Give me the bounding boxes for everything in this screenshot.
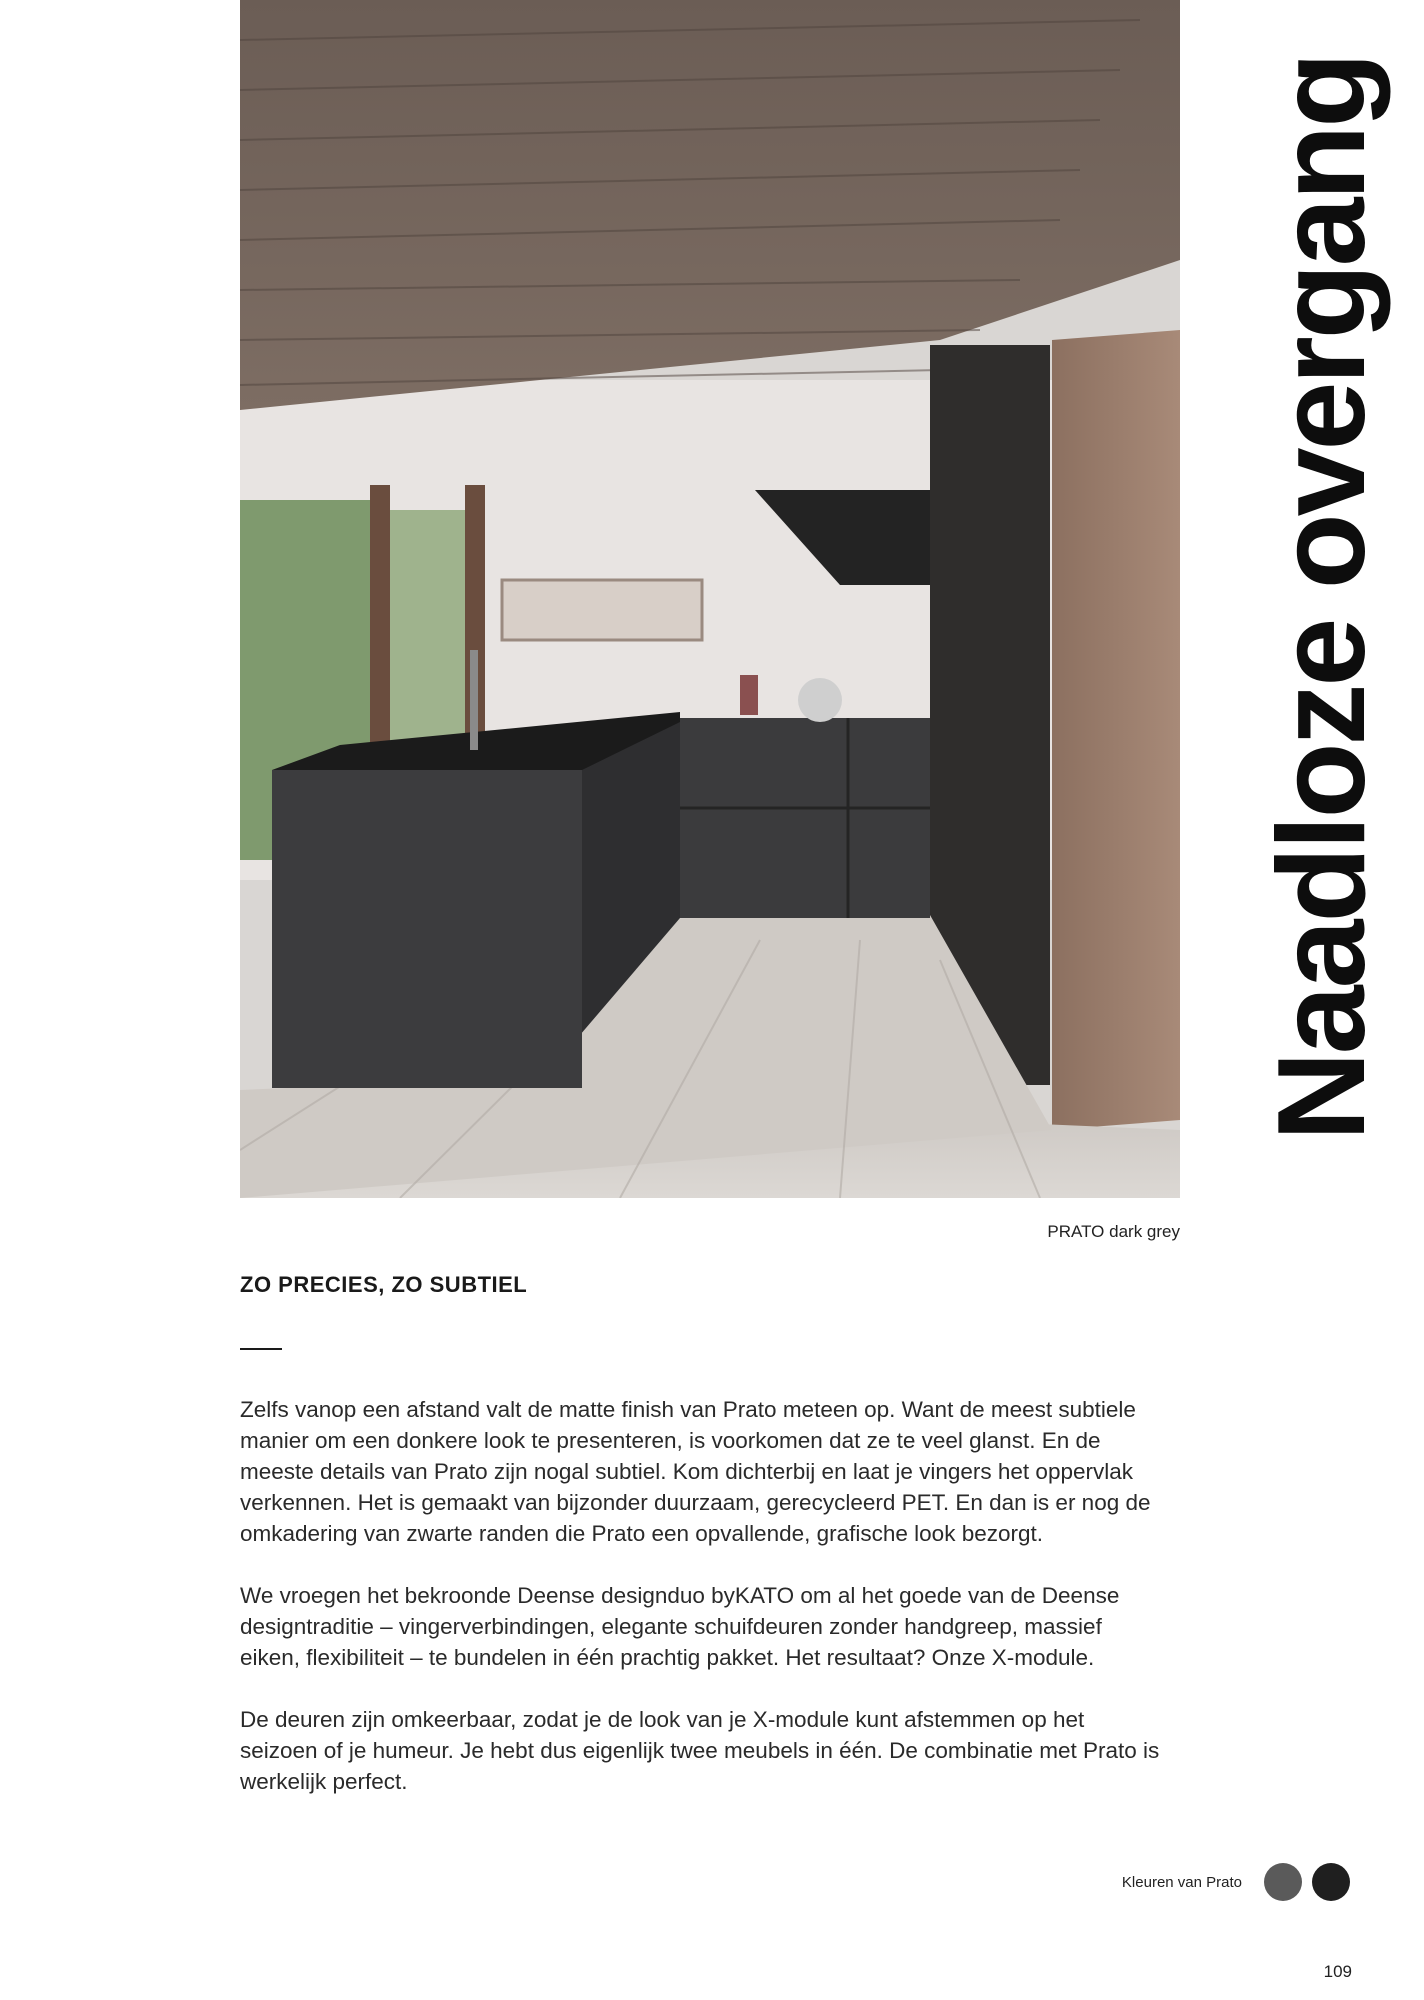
body-text — [240, 1394, 1160, 1828]
paragraph: Zelfs vanop een afstand valt de matte finish van Prato meteen op. Want de meest subtiele manier om een donkere look te presenteren, is voorkomen dat ze te veel glanst. En de meeste details van Prato zijn nogal subtiel. Kom dichterbij en laat je vingers het oppervlak verkennen. Het is gemaakt van bijzonder duurzaam, gerecycleerd PET. En dan is er nog de omkadering van zwarte randen die Prato een opvallende, grafische look bezorgt. — [240, 1397, 1151, 1546]
photo-caption: PRATO dark grey — [1047, 1222, 1180, 1241]
color-swatches — [1122, 1863, 1350, 1901]
colors-label: Kleuren van Prato — [1121, 1873, 1242, 1891]
page-number: 109 — [1323, 1962, 1352, 1981]
vertical-title — [1253, 55, 1391, 1141]
color-swatch-black[interactable] — [1312, 1863, 1350, 1901]
paragraph: De deuren zijn omkeerbaar, zodat je de look van je X-module kunt afstemmen op het seizoen of je humeur. Je hebt dus eigenlijk twee meubels in één. De combinatie met Prato is werkelijk perfect. — [240, 1707, 1160, 1794]
kitchen-photo — [240, 0, 1180, 1198]
section-heading: ZO PRECIES, ZO SUBTIEL — [240, 1272, 528, 1297]
vertical-title-text: Naadloze overgang — [1253, 55, 1391, 1141]
paragraph: We vroegen het bekroonde Deense designduo byKATO om al het goede van de Deense designtraditie – vingerverbindingen, elegante schuifdeuren zonder handgreep, massief eiken, flexibiliteit – te bundelen in één prachtig pakket. Het resultaat? Onze X-module. — [240, 1583, 1120, 1670]
heading-rule — [240, 1348, 282, 1350]
kitchen-illustration — [240, 0, 1180, 1198]
color-swatch-dark-grey[interactable] — [1264, 1863, 1302, 1901]
